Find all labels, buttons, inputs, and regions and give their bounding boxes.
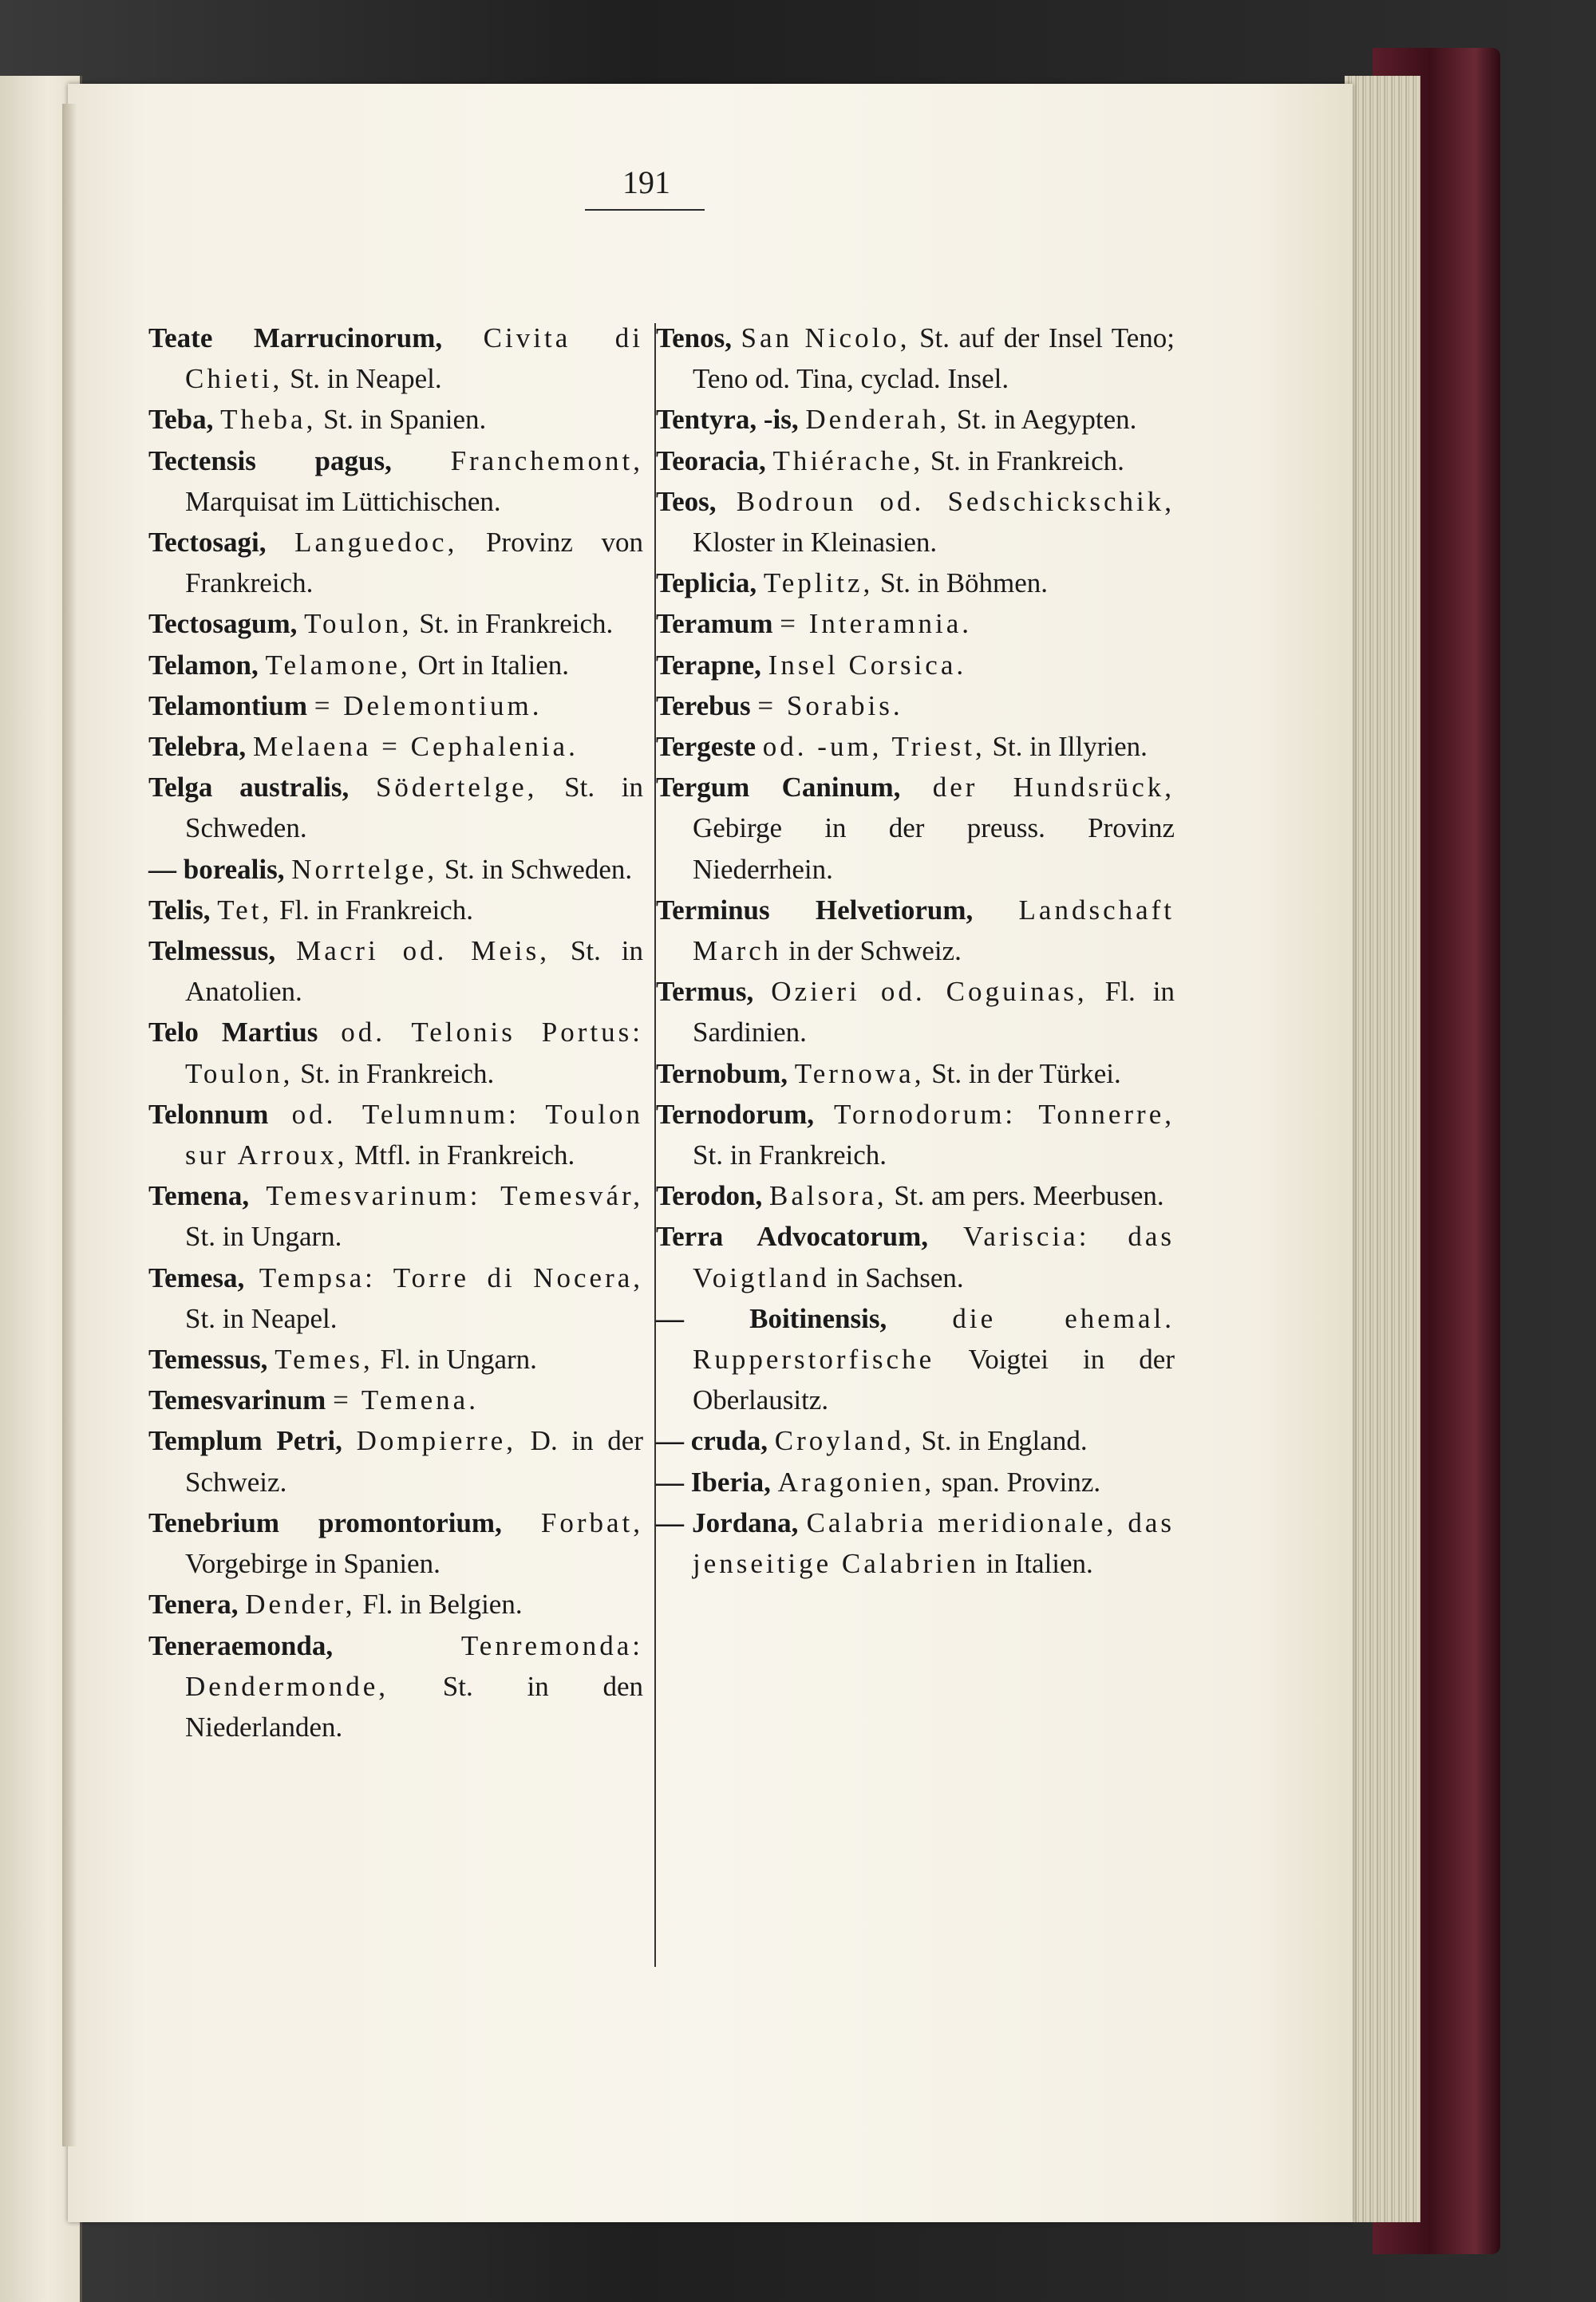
entry-description: St. in Illyrien. [992, 731, 1148, 763]
dictionary-entry [148, 930, 643, 1012]
entry-description: St. in Anatolien. [185, 935, 644, 1008]
entry-description: span. Provinz. [941, 1466, 1101, 1498]
entry-description: St. in Spanien. [323, 404, 487, 436]
dictionary-entry [656, 1502, 1175, 1584]
entry-description: St. in Aegypten. [956, 404, 1137, 436]
dictionary-entry [656, 1462, 1175, 1502]
dictionary-entry [148, 399, 643, 440]
dictionary-entry [656, 1094, 1175, 1175]
dictionary-entry [148, 1625, 643, 1748]
entry-description: St. in der Türkei. [931, 1057, 1121, 1089]
entry-modern-name: Dompierre, [356, 1425, 516, 1457]
dictionary-entry [656, 440, 1175, 481]
dictionary-entry [148, 1420, 643, 1502]
dictionary-entry [148, 1584, 643, 1625]
entry-headword: Teoracia, [656, 444, 766, 476]
entry-description: Provinz von Frankreich. [185, 527, 643, 599]
entry-modern-name: Variscia: das Voigtland [693, 1221, 1175, 1293]
entry-modern-name: San Nicolo, [741, 322, 911, 353]
dictionary-entry [656, 971, 1175, 1052]
dictionary-entry [148, 1339, 643, 1380]
entry-headword: Terapne, [656, 649, 761, 681]
entry-headword: Temesa, [148, 1262, 245, 1293]
entry-modern-name: Macri od. Meis, [296, 935, 550, 967]
dictionary-entry [148, 1094, 643, 1175]
entry-modern-name: die ehemal. Rupperstorfische [693, 1302, 1175, 1376]
entry-modern-name: = Interamnia. [780, 608, 973, 640]
entry-modern-name: Teplitz, [763, 567, 874, 599]
entry-headword: Tectosagum, [148, 608, 298, 640]
entry-description: St. in Frankreich. [419, 608, 614, 640]
entry-description: Ort in Italien. [417, 649, 570, 681]
entry-modern-name: Tornodorum: Tonnerre, [833, 1098, 1175, 1130]
entry-description: Fl. in Ungarn. [380, 1344, 537, 1376]
entry-headword: Ternodorum, [656, 1098, 815, 1130]
entry-description: St. in Neapel. [290, 363, 442, 395]
dictionary-entry [148, 603, 643, 644]
entry-modern-name: Denderah, [805, 404, 950, 436]
entry-modern-name: Tempsa: Torre di Nocera, [259, 1262, 644, 1293]
entry-modern-name: Toulon, [304, 608, 413, 640]
entry-description: Mtfl. in Frankreich. [354, 1139, 575, 1171]
entry-modern-name: Franchemont, [450, 444, 643, 476]
entry-description: St. in den Niederlanden. [185, 1670, 644, 1743]
page-number-rule [585, 209, 705, 211]
page-stack-edges [1345, 76, 1420, 2222]
dictionary-entry [148, 1380, 643, 1420]
entry-modern-name: Balsora, [769, 1180, 887, 1212]
entry-description: in Sachsen. [836, 1262, 964, 1293]
entry-headword: Telga australis, [148, 772, 350, 804]
entry-modern-name: Forbat, [540, 1506, 643, 1538]
entry-headword: Telo Martius [148, 1017, 318, 1048]
dictionary-entry [148, 767, 643, 848]
right-column [656, 318, 1175, 1584]
entry-description: Marquisat im Lüttichischen. [185, 485, 501, 517]
entry-modern-name: Melaena = Cephalenia. [252, 731, 579, 763]
entry-modern-name: Landschaft March [693, 894, 1175, 967]
entry-description: St. in Frankreich. [300, 1057, 495, 1089]
entry-modern-name: od. -um, Triest, [762, 731, 986, 763]
entry-headword: Temessus, [148, 1344, 268, 1376]
entry-headword: Ternobum, [656, 1057, 788, 1089]
entry-headword: Temesvarinum [148, 1384, 326, 1416]
entry-modern-name: = Sorabis. [757, 689, 903, 721]
entry-description: St. in Schweden. [444, 853, 633, 885]
entry-modern-name: = Delemontium. [314, 689, 543, 721]
entry-modern-name: Dender, [245, 1589, 356, 1621]
entry-headword: Terebus [656, 689, 751, 721]
entry-modern-name: Aragonien, [777, 1466, 935, 1498]
entry-headword: Tentyra, -is, [656, 404, 799, 436]
entry-headword: Telebra, [148, 731, 247, 763]
entry-description: Fl. in Sardinien. [693, 976, 1175, 1048]
entry-headword: — cruda, [656, 1425, 768, 1457]
entry-modern-name: der Hundsrück, [932, 772, 1175, 804]
entry-description: Vorgebirge in Spanien. [185, 1548, 440, 1580]
entry-description: Fl. in Belgien. [362, 1589, 523, 1621]
entry-modern-name: Telamone, [265, 649, 411, 681]
entry-description: in der Schweiz. [788, 935, 962, 967]
entry-headword: Teba, [148, 404, 214, 436]
entry-modern-name: Languedoc, [294, 527, 458, 559]
dictionary-entry [148, 685, 643, 726]
entry-headword: Telmessus, [148, 935, 276, 967]
entry-headword: Teate Marrucinorum, [148, 322, 443, 353]
dictionary-entry [656, 685, 1175, 726]
dictionary-entry [656, 481, 1175, 563]
entry-description: St. in England. [921, 1425, 1088, 1457]
entry-headword: Terodon, [656, 1180, 763, 1212]
entry-description: St. in Frankreich. [693, 1139, 887, 1171]
entry-headword: Telonnum [148, 1098, 269, 1130]
entry-modern-name: Theba, [220, 404, 317, 436]
entry-modern-name: Calabria meridionale, das jenseitige Calabrien [693, 1506, 1175, 1580]
entry-headword: Teneraemonda, [148, 1629, 334, 1661]
dictionary-entry [656, 603, 1175, 644]
entry-headword: Terminus Helvetiorum, [656, 894, 974, 926]
entry-headword: Tenos, [656, 322, 733, 353]
dictionary-entry [148, 645, 643, 685]
entry-description: Gebirge in der preuss. Provinz Niederrhein. [693, 812, 1175, 885]
entry-modern-name: Tet, [217, 894, 273, 926]
dictionary-entry [148, 318, 643, 399]
dictionary-entry [656, 767, 1175, 890]
entry-headword: Teramum [656, 608, 773, 640]
dictionary-entry [656, 1053, 1175, 1094]
dictionary-entry [148, 849, 643, 890]
entry-modern-name: Norrtelge, [291, 853, 438, 885]
entry-modern-name: = Temena. [333, 1384, 479, 1416]
dictionary-entry [148, 522, 643, 603]
entry-modern-name: Thiérache, [772, 444, 924, 476]
entry-modern-name: od. Telumnum: Toulon sur Arroux, [185, 1098, 644, 1171]
entry-description: St. in Schweden. [185, 772, 644, 844]
entry-description: Fl. in Frankreich. [279, 894, 473, 926]
entry-description: Voigtei in der Oberlausitz. [693, 1344, 1175, 1416]
dictionary-entry [656, 1298, 1175, 1421]
entry-headword: Tenera, [148, 1589, 239, 1621]
dictionary-entry [656, 890, 1175, 971]
entry-modern-name: od. Telonis Portus: Toulon, [185, 1017, 643, 1089]
left-column [148, 318, 643, 1747]
entry-headword: — Boitinensis, [656, 1302, 887, 1334]
entry-headword: Teplicia, [656, 567, 757, 599]
entry-description: D. in der Schweiz. [185, 1425, 643, 1498]
entry-headword: Tectosagi, [148, 527, 267, 559]
entry-headword: Telis, [148, 894, 211, 926]
entry-modern-name: Temesvarinum: Temesvár, [266, 1180, 644, 1212]
entry-modern-name: Tenremonda: Dendermonde, [185, 1629, 643, 1702]
dictionary-entry [148, 1175, 643, 1257]
entry-headword: Teos, [656, 485, 717, 517]
dictionary-entry [656, 1420, 1175, 1461]
dictionary-entry [656, 645, 1175, 685]
dictionary-entry [656, 318, 1175, 399]
dictionary-entry [148, 726, 643, 767]
entry-description: St. in Neapel. [185, 1302, 338, 1334]
entry-modern-name: Civita di Chieti, [185, 322, 643, 395]
entry-modern-name: Insel Corsica. [768, 649, 967, 681]
entry-headword: Tectensis pagus, [148, 444, 392, 476]
entry-headword: — borealis, [148, 853, 285, 885]
entry-description: St. auf der Insel Teno; Teno od. Tina, cyclad. Insel. [693, 322, 1175, 395]
page-number: 191 [622, 164, 670, 200]
entry-headword: Telamon, [148, 649, 259, 681]
entry-modern-name: Bodroun od. Sedschickschik, [736, 485, 1175, 517]
entry-description: in Italien. [986, 1548, 1093, 1580]
dictionary-entry [656, 1175, 1175, 1216]
entry-headword: Temena, [148, 1180, 250, 1212]
dictionary-entry [656, 1216, 1175, 1297]
dictionary-entry [148, 1258, 643, 1339]
entry-description: St. in Ungarn. [185, 1221, 342, 1253]
dictionary-entry [148, 1012, 643, 1093]
entry-headword: Termus, [656, 976, 754, 1008]
dictionary-entry [656, 726, 1175, 767]
entry-description: St. in Böhmen. [880, 567, 1049, 599]
entry-headword: Telamontium [148, 689, 308, 721]
entry-headword: Terra Advocatorum, [656, 1221, 929, 1253]
entry-description: Kloster in Kleinasien. [693, 527, 938, 559]
dictionary-entry [148, 1502, 643, 1584]
page-gutter [62, 104, 77, 2146]
entry-headword: Tenebrium promontorium, [148, 1506, 502, 1538]
entry-modern-name: Croyland, [774, 1425, 915, 1457]
entry-modern-name: Ternowa, [794, 1057, 925, 1089]
dictionary-entry [148, 440, 643, 522]
entry-modern-name: Temes, [275, 1344, 373, 1376]
entry-headword: Tergeste [656, 731, 757, 763]
entry-headword: — Jordana, [656, 1506, 799, 1538]
entry-modern-name: Ozieri od. Coguinas, [771, 976, 1088, 1008]
entry-modern-name: Södertelge, [375, 772, 538, 804]
entry-headword: Tergum Caninum, [656, 772, 901, 804]
dictionary-entry [656, 563, 1175, 603]
entry-description: St. am pers. Meerbusen. [894, 1180, 1164, 1212]
dictionary-entry [656, 399, 1175, 440]
entry-headword: Templum Petri, [148, 1425, 342, 1457]
entry-description: St. in Frankreich. [930, 444, 1124, 476]
entry-headword: — Iberia, [656, 1466, 771, 1498]
dictionary-entry [148, 890, 643, 930]
